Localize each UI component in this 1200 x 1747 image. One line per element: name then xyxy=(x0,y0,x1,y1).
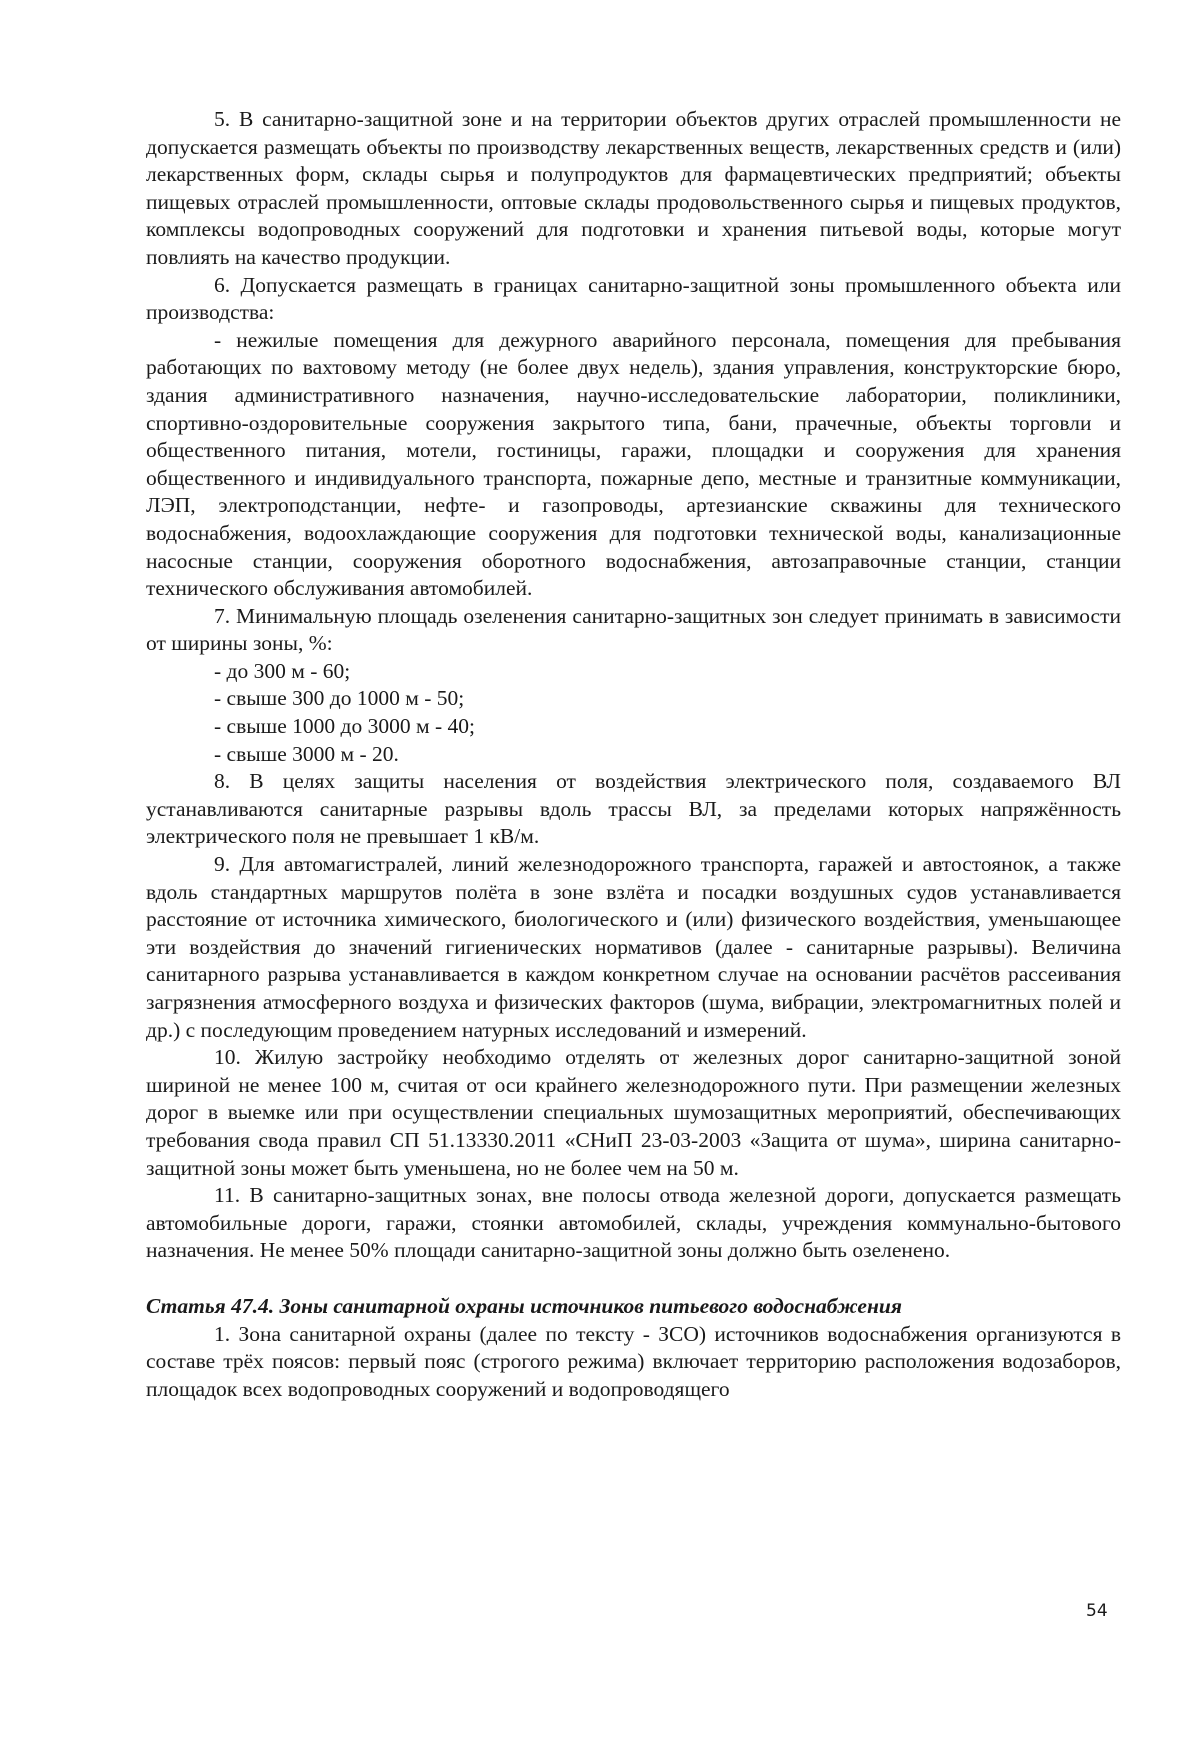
article-paragraph-1: 1. Зона санитарной охраны (далее по тексту - ЗСО) источников водоснабжения организуются в составе трёх поясов: первый пояс (строгого режима) включает территорию расположения водозаборов, площадок всех водопроводных сооружений и водопроводящего xyxy=(146,1321,1121,1401)
list-item: - до 300 м - 60; xyxy=(214,658,351,683)
paragraph-8: 8. В целях защиты населения от воздействия электрического поля, создаваемого ВЛ устанавливаются санитарные разрывы вдоль трассы ВЛ, за пределами которых напряжённость электрического поля не превышает 1 кВ/м. xyxy=(146,769,1121,849)
paragraph-9: 9. Для автомагистралей, линий железнодорожного транспорта, гаражей и автостоянок, а также вдоль стандартных маршрутов полёта в зоне взлёта и посадки воздушных судов устанавливается расстояние от источника химического, биологического и (или) физического воздействия, уменьшающее эти воздействия до значений гигиенических нормативов (далее - санитарные разрывы). Величина санитарного разрыва устанавливается в каждом конкретном случае на основании расчётов рассеивания загрязнения атмосферного воздуха и физических факторов (шума, вибрации, электромагнитных полей и др.) с последующим проведением натурных исследований и измерений. xyxy=(146,852,1121,1042)
paragraph-11: 11. В санитарно-защитных зонах, вне полосы отвода железной дороги, допускается размещать автомобильные дороги, гаражи, стоянки автомобилей, склады, учреждения коммунально-бытового назначения. Не менее 50% площади санитарно-защитной зоны должно быть озеленено. xyxy=(146,1183,1121,1263)
page-number: 54 xyxy=(1086,1601,1108,1621)
list-item: - свыше 1000 до 3000 м - 40; xyxy=(214,714,475,739)
paragraph-6-list-item: - нежилые помещения для дежурного аварийного персонала, помещения для пребывания работающих по вахтовому методу (не более двух недель), здания управления, конструкторские бюро, здания административного назначения, научно-исследовательские лаборатории, поликлиники, спортивно-оздоровительные сооружения закрытого типа, бани, прачечные, объекты торговли и общественного питания, мотели, гостиницы, гаражи, площадки и сооружения для хранения общественного и индивидуального транспорта, пожарные депо, местные и транзитные коммуникации, ЛЭП, электроподстанции, нефте- и газопроводы, артезианские скважины для технического водоснабжения, водоохлаждающие сооружения для подготовки технической воды, канализационные насосные станции, сооружения оборотного водоснабжения, автозаправочные станции, станции технического обслуживания автомобилей. xyxy=(146,327,1121,601)
article-heading: Статья 47.4. Зоны санитарной охраны источников питьевого водоснабжения xyxy=(146,1293,902,1318)
paragraph-6: 6. Допускается размещать в границах санитарно-защитной зоны промышленного объекта или производства: xyxy=(146,272,1121,325)
paragraph-7: 7. Минимальную площадь озеленения санитарно-защитных зон следует принимать в зависимости от ширины зоны, %: xyxy=(146,603,1121,656)
list-item: - свыше 300 до 1000 м - 50; xyxy=(214,686,465,711)
document-page xyxy=(146,106,1121,1403)
list-item: - свыше 3000 м - 20. xyxy=(214,741,399,766)
paragraph-5: 5. В санитарно-защитной зоне и на территории объектов других отраслей промышленности не допускается размещать объекты по производству лекарственных веществ, лекарственных средств и (или) лекарственных форм, склады сырья и полупродуктов для фармацевтических предприятий; объекты пищевых отраслей промышленности, оптовые склады продовольственного сырья и пищевых продуктов, комплексы водопроводных сооружений для подготовки и хранения питьевой воды, которые могут повлиять на качество продукции. xyxy=(146,107,1121,269)
paragraph-10: 10. Жилую застройку необходимо отделять от железных дорог санитарно-защитной зоной шириной не менее 100 м, считая от оси крайнего железнодорожного пути. При размещении железных дорог в выемке или при осуществлении специальных шумозащитных мероприятий, обеспечивающих требования свода правил СП 51.13330.2011 «СНиП 23-03-2003 «Защита от шума», ширина санитарно-защитной зоны может быть уменьшена, но не более чем на 50 м. xyxy=(146,1045,1121,1180)
